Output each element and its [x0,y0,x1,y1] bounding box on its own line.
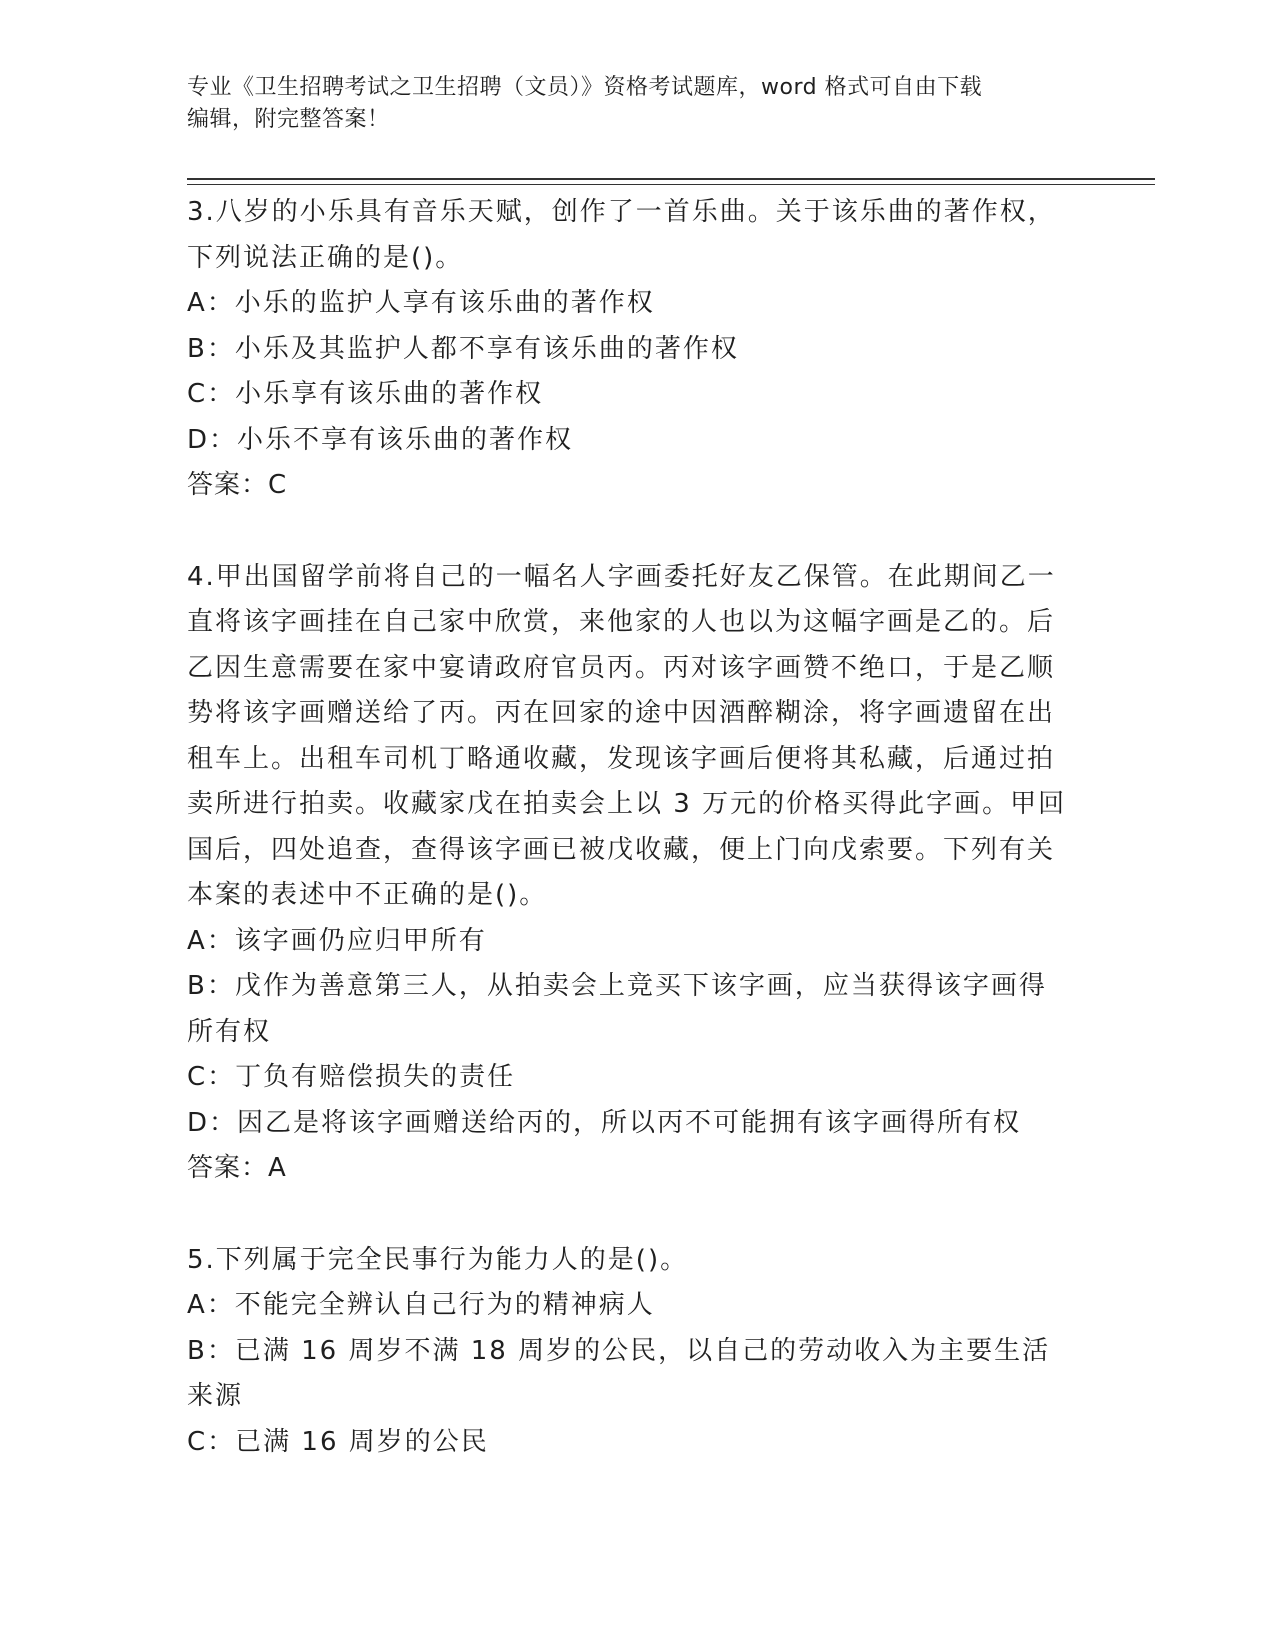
question-text: 3.八岁的小乐具有音乐天赋，创作了一首乐曲。关于该乐曲的著作权，下列说法正确的是()。 [187,197,1056,273]
question-list [187,190,1067,1511]
option-c: C：已满 16 周岁的公民 [187,1426,489,1457]
header-divider-thin [187,184,1155,185]
answer: 答案：C [187,470,288,500]
option-d: D：小乐不享有该乐曲的著作权 [187,424,574,455]
option-a: A：小乐的监护人享有该乐曲的著作权 [187,288,655,318]
question-4 [187,555,1067,1192]
header-line-2: 编辑，附完整答案！ [187,107,390,132]
option-c: C：小乐享有该乐曲的著作权 [187,379,544,409]
question-text: 4.甲出国留学前将自己的一幅名人字画委托好友乙保管。在此期间乙一直将该字画挂在自己家中欣赏，来他家的人也以为这幅字画是乙的。后乙因生意需要在家中宴请政府官员丙。丙对该字画赞不绝口，于是乙顺势将该字画赠送给了丙。丙在回家的途中因酒醉糊涂，将字画遗留在出租车上。出租车司机丁略通收藏，发现该字画后便将其私藏，后通过拍卖所进行拍卖。收藏家戊在拍卖会上以 3 万元的价格买得此字画。甲回国后，四处追查，查得该字画已被戊收藏，便上门向戊索要。下列有关本案的表述中不正确的是()。 [187,561,1067,910]
question-text: 5.下列属于完全民事行为能力人的是()。 [187,1244,689,1275]
header-line-1: 专业《卫生招聘考试之卫生招聘（文员）》资格考试题库，word 格式可自由下载 [187,75,983,100]
header-divider-thick [187,178,1155,180]
option-a: A：该字画仍应归甲所有 [187,925,487,956]
document-header [187,72,1087,136]
question-3 [187,190,1067,509]
option-a: A：不能完全辨认自己行为的精神病人 [187,1290,655,1320]
option-b: B：戊作为善意第三人，从拍卖会上竞买下该字画，应当获得该字画得所有权 [187,971,1047,1047]
question-5 [187,1238,1067,1466]
option-d: D：因乙是将该字画赠送给丙的，所以丙不可能拥有该字画得所有权 [187,1107,1022,1138]
answer: 答案：A [187,1153,287,1183]
option-b: B：小乐及其监护人都不享有该乐曲的著作权 [187,333,739,364]
option-c: C：丁负有赔偿损失的责任 [187,1062,516,1092]
option-b: B：已满 16 周岁不满 18 周岁的公民，以自己的劳动收入为主要生活来源 [187,1335,1051,1411]
